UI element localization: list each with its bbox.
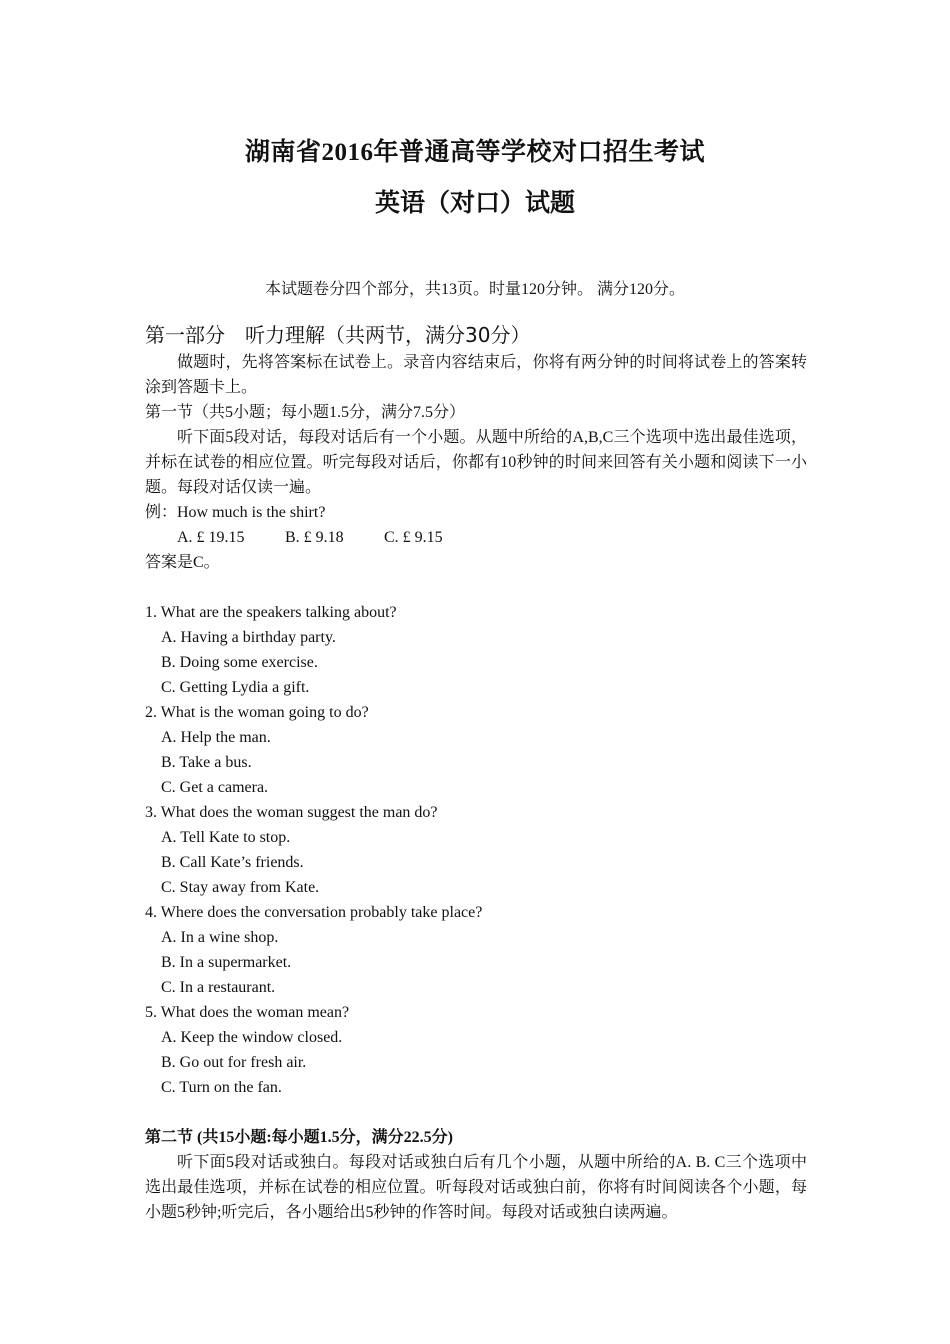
answer-option: C. Turn on the fan. [161,1079,282,1096]
example-option: C. £ 9.15 [384,529,443,546]
spacer [145,1100,807,1125]
section2-heading: 第二节 (共15小题:每小题1.5分，满分22.5分) [145,1129,453,1146]
answer-option: A. Keep the window closed. [161,1029,343,1046]
answer-option: B. Call Kate’s friends. [161,854,304,871]
part1-instructions: 做题时，先将答案标在试卷上。录音内容结束后，你将有两分钟的时间将试卷上的答案转涂到答题卡上。 [145,354,807,396]
answer-option: C. Stay away from Kate. [161,879,320,896]
example-option: A. £ 19.15 [177,529,245,546]
answer-option: A. Having a birthday party. [161,629,336,646]
question-stem: 5. What does the woman mean? [145,1004,350,1021]
example-question: 例：How much is the shirt? [145,504,326,521]
answer-option: C. Get a camera. [161,779,269,796]
answer-option: B. Go out for fresh air. [161,1054,307,1071]
question-stem: 3. What does the woman suggest the man do? [145,804,438,821]
part1-heading: 第一部分 听力理解（共两节，满分30分） [145,323,531,347]
section2-instructions: 听下面5段对话或独白。每段对话或独白后有几个小题，从题中所给的A. B. C三个选项中选出最佳选项，并标在试卷的相应位置。听每段对话或独白前，你将有时间阅读各个小题，每小题5秒钟;听完后，各小题给出5秒钟的作答时间。每段对话或独白读两遍。 [145,1154,807,1221]
spacer [145,575,807,600]
example-option: B. £ 9.18 [285,529,344,546]
exam-title: 湖南省2016年普通高等学校对口招生考试 [244,139,705,166]
answer-option: A. In a wine shop. [161,929,279,946]
question-1 [145,600,807,700]
question-4 [145,900,807,1000]
question-stem: 4. Where does the conversation probably take place? [145,904,483,921]
exam-intro: 本试题卷分四个部分，共13页。时量120分钟。 满分120分。 [264,281,685,298]
answer-option: B. Doing some exercise. [161,654,318,671]
section1-heading: 第一节（共5小题；每小题1.5分，满分7.5分） [145,404,466,421]
section1-instructions: 听下面5段对话，每段对话后有一个小题。从题中所给的A,B,C三个选项中选出最佳选项，并标在试卷的相应位置。听完每段对话后，你都有10秒钟的时间来回答有关小题和阅读下一小题。每段对话仅读一遍。 [145,429,807,496]
exam-body [145,321,807,1225]
answer-option: A. Tell Kate to stop. [161,829,291,846]
question-stem: 2. What is the woman going to do? [145,704,369,721]
answer-option: B. Take a bus. [161,754,252,771]
answer-option: B. In a supermarket. [161,954,292,971]
answer-option: C. In a restaurant. [161,979,276,996]
question-5 [145,1000,807,1100]
answer-option: A. Help the man. [161,729,271,746]
answer-option: C. Getting Lydia a gift. [161,679,310,696]
exam-subtitle: 英语（对口）试题 [374,190,575,217]
question-3 [145,800,807,900]
question-2 [145,700,807,800]
question-stem: 1. What are the speakers talking about? [145,604,397,621]
example-answer: 答案是C。 [145,554,220,571]
example-options [145,525,807,550]
